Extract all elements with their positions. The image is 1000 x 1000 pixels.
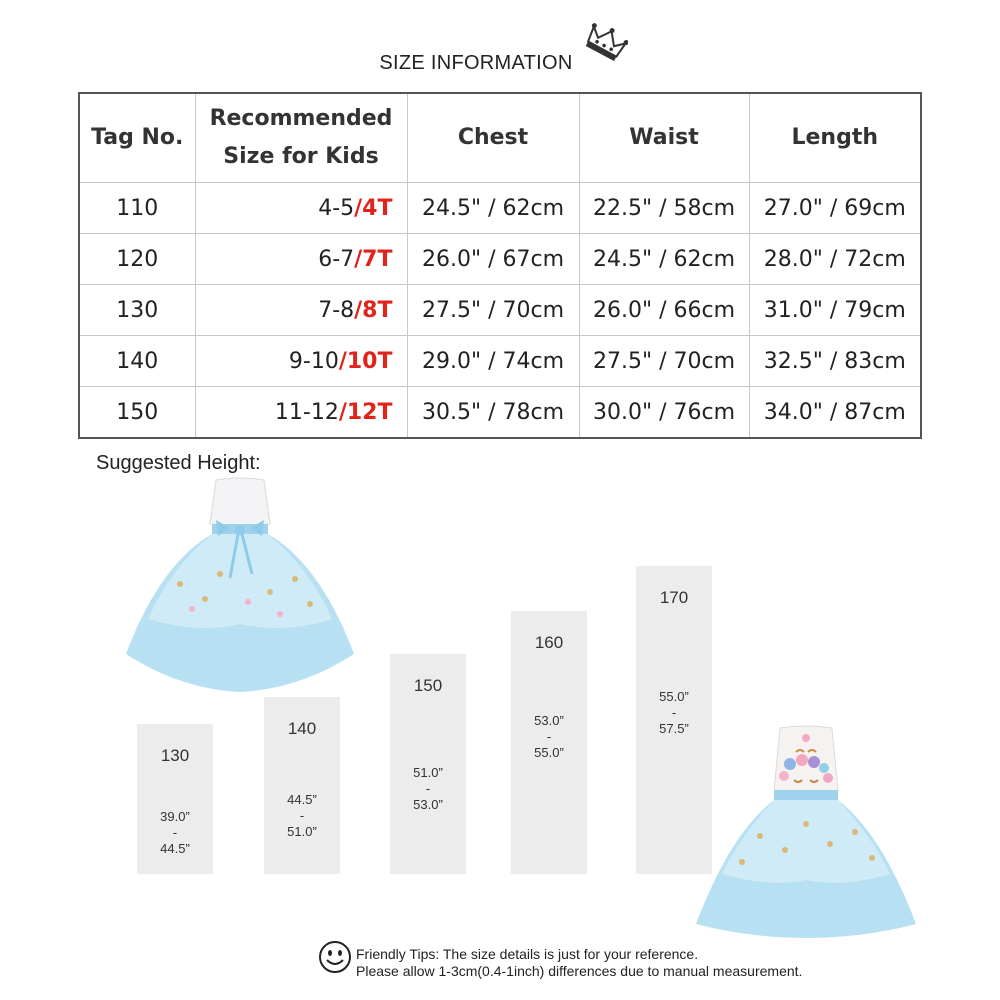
table-row [79, 285, 921, 336]
chest-cell: 30.5" / 78cm [407, 387, 579, 439]
height-high: 57.5” [659, 721, 689, 736]
tag-cell: 150 [79, 387, 195, 439]
height-cm: 150 [413, 676, 443, 695]
header-tag: Tag No. [79, 93, 195, 183]
tag-cell: 120 [79, 234, 195, 285]
length-cell: 32.5" / 83cm [749, 336, 921, 387]
table-row [79, 183, 921, 234]
chest-cell: 26.0" / 67cm [407, 234, 579, 285]
dress-back-image [120, 474, 360, 696]
header-chest: Chest [407, 93, 579, 183]
height-bar-140 [264, 697, 340, 874]
height-low: 39.0” [160, 809, 190, 824]
table-header-row [79, 93, 921, 183]
chest-cell: 29.0" / 74cm [407, 336, 579, 387]
header-length: Length [749, 93, 921, 183]
kids-size-cell [195, 387, 407, 439]
waist-cell: 27.5" / 70cm [579, 336, 749, 387]
kids-size-cell [195, 234, 407, 285]
age-range: 9-10 [288, 348, 339, 374]
waist-cell: 26.0" / 66cm [579, 285, 749, 336]
waist-cell: 22.5" / 58cm [579, 183, 749, 234]
toddler-size: /10T [338, 348, 393, 374]
height-separator: - [546, 729, 552, 744]
smiley-icon [318, 940, 352, 974]
table-row [79, 336, 921, 387]
header-kids [195, 93, 407, 183]
crown-icon [584, 22, 628, 62]
height-bar-130 [137, 724, 213, 874]
dress-front-image [690, 724, 922, 938]
age-range: 6-7 [318, 246, 355, 272]
friendly-tips [356, 946, 802, 980]
height-cm: 140 [287, 719, 317, 738]
header-waist: Waist [579, 93, 749, 183]
chest-cell: 27.5" / 70cm [407, 285, 579, 336]
height-low: 55.0” [659, 689, 689, 704]
waist-cell: 24.5" / 62cm [579, 234, 749, 285]
height-high: 55.0” [534, 745, 564, 760]
height-cm: 160 [534, 633, 564, 652]
age-range: 11-12 [274, 399, 339, 425]
tag-cell: 140 [79, 336, 195, 387]
height-bar-150 [390, 654, 466, 874]
header-kids-line1: Recommended [209, 106, 393, 131]
length-cell: 27.0" / 69cm [749, 183, 921, 234]
height-high: 44.5” [160, 841, 190, 856]
height-low: 53.0” [534, 713, 564, 728]
length-cell: 28.0" / 72cm [749, 234, 921, 285]
tag-cell: 110 [79, 183, 195, 234]
chest-cell: 24.5" / 62cm [407, 183, 579, 234]
age-range: 7-8 [318, 297, 355, 323]
table-row [79, 234, 921, 285]
height-separator: - [671, 705, 677, 720]
age-range: 4-5 [318, 195, 355, 221]
kids-size-cell [195, 183, 407, 234]
tips-line-1: Friendly Tips: The size details is just for your reference. [356, 946, 699, 962]
height-cm: 170 [659, 588, 689, 607]
height-low: 51.0” [413, 765, 443, 780]
height-separator: - [172, 825, 178, 840]
kids-size-cell [195, 285, 407, 336]
toddler-size: /4T [354, 195, 393, 221]
length-cell: 34.0" / 87cm [749, 387, 921, 439]
toddler-size: /8T [354, 297, 393, 323]
page-title: SIZE INFORMATION [379, 52, 573, 74]
suggested-height-label: Suggested Height: [96, 452, 261, 474]
height-low: 44.5” [287, 792, 317, 807]
height-high: 51.0” [287, 824, 317, 839]
height-cm: 130 [160, 746, 190, 765]
height-separator: - [425, 781, 431, 796]
header-kids-line2: Size for Kids [223, 144, 379, 169]
table-row [79, 387, 921, 439]
toddler-size: /7T [354, 246, 393, 272]
length-cell: 31.0" / 79cm [749, 285, 921, 336]
tips-line-2: Please allow 1-3cm(0.4-1inch) differences due to manual measurement. [356, 963, 803, 979]
height-bar-160 [511, 611, 587, 874]
kids-size-cell [195, 336, 407, 387]
waist-cell: 30.0" / 76cm [579, 387, 749, 439]
height-high: 53.0” [413, 797, 443, 812]
tag-cell: 130 [79, 285, 195, 336]
height-separator: - [299, 808, 305, 823]
size-table [78, 92, 922, 439]
toddler-size: /12T [338, 399, 393, 425]
